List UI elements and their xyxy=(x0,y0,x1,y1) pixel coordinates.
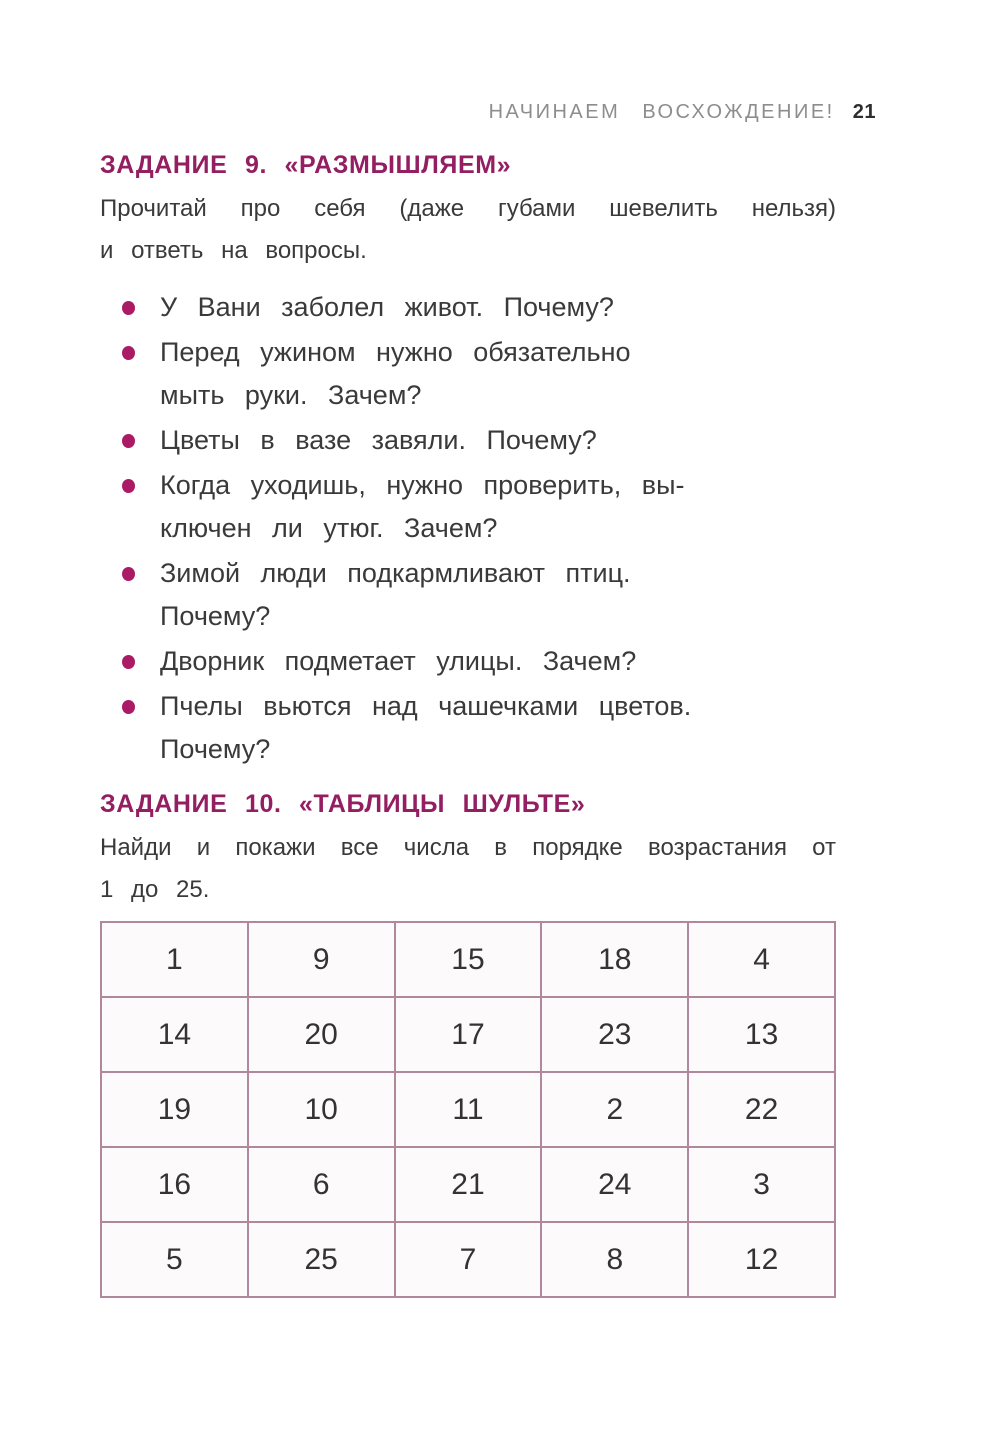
question-text xyxy=(160,419,836,462)
text-line: Когда уходишь, нужно проверить, вы- xyxy=(160,470,685,500)
question-item xyxy=(100,640,836,683)
question-item xyxy=(100,286,836,329)
bullet-dot-icon xyxy=(122,700,135,714)
question-text xyxy=(160,464,836,550)
bullet-dot-icon xyxy=(122,655,135,669)
schulte-cell: 17 xyxy=(395,997,542,1072)
text-line: У Вани заболел живот. Почему? xyxy=(160,292,614,322)
running-head-title: НАЧИНАЕМ ВОСХОЖДЕНИЕ! xyxy=(488,101,835,123)
task-10-intro xyxy=(100,827,836,911)
text-line: Найди и покажи все числа в порядке возрастания от xyxy=(100,834,836,861)
schulte-table xyxy=(100,921,836,1298)
question-item xyxy=(100,685,836,771)
text-line: Почему? xyxy=(160,601,271,631)
schulte-cell: 20 xyxy=(248,997,395,1072)
bullet-dot-icon xyxy=(122,567,135,581)
question-text xyxy=(160,685,836,771)
question-text xyxy=(160,552,836,638)
schulte-cell: 4 xyxy=(688,922,835,997)
schulte-cell: 10 xyxy=(248,1072,395,1147)
bullet-dot-icon xyxy=(122,301,135,315)
question-text xyxy=(160,331,836,417)
text-line: Пчелы вьются над чашечками цветов. xyxy=(160,691,692,721)
question-item xyxy=(100,552,836,638)
text-line: мыть руки. Зачем? xyxy=(160,380,422,410)
schulte-cell: 2 xyxy=(541,1072,688,1147)
schulte-row xyxy=(101,1072,835,1147)
schulte-cell: 23 xyxy=(541,997,688,1072)
schulte-cell: 15 xyxy=(395,922,542,997)
task-9-section xyxy=(100,150,836,771)
running-head xyxy=(489,101,876,124)
page-content xyxy=(100,150,836,1298)
question-text xyxy=(160,640,836,683)
schulte-cell: 25 xyxy=(248,1222,395,1297)
bullet-dot-icon xyxy=(122,434,135,448)
task-9-intro xyxy=(100,188,836,272)
schulte-cell: 3 xyxy=(688,1147,835,1222)
schulte-cell: 18 xyxy=(541,922,688,997)
question-text xyxy=(160,286,836,329)
schulte-row xyxy=(101,997,835,1072)
schulte-cell: 12 xyxy=(688,1222,835,1297)
text-line: Цветы в вазе завяли. Почему? xyxy=(160,425,597,455)
schulte-cell: 7 xyxy=(395,1222,542,1297)
bullet-dot-icon xyxy=(122,346,135,360)
schulte-cell: 5 xyxy=(101,1222,248,1297)
schulte-cell: 16 xyxy=(101,1147,248,1222)
schulte-row xyxy=(101,922,835,997)
schulte-cell: 9 xyxy=(248,922,395,997)
schulte-row xyxy=(101,1147,835,1222)
question-item xyxy=(100,419,836,462)
text-line: и ответь на вопросы. xyxy=(100,237,367,264)
question-item xyxy=(100,331,836,417)
schulte-row xyxy=(101,1222,835,1297)
task-10-section xyxy=(100,789,836,1298)
question-item xyxy=(100,464,836,550)
schulte-cell: 19 xyxy=(101,1072,248,1147)
text-line: Дворник подметает улицы. Зачем? xyxy=(160,646,637,676)
text-line: Прочитай про себя (даже губами шевелить нельзя) xyxy=(100,195,836,222)
schulte-cell: 21 xyxy=(395,1147,542,1222)
page-number: 21 xyxy=(852,101,876,123)
text-line: 1 до 25. xyxy=(100,876,210,903)
text-line: ключен ли утюг. Зачем? xyxy=(160,513,498,543)
schulte-cell: 14 xyxy=(101,997,248,1072)
schulte-cell: 11 xyxy=(395,1072,542,1147)
task-10-heading: ЗАДАНИЕ 10. «ТАБЛИЦЫ ШУЛЬТЕ» xyxy=(100,790,586,818)
task-9-heading: ЗАДАНИЕ 9. «РАЗМЫШЛЯЕМ» xyxy=(100,151,512,179)
schulte-cell: 22 xyxy=(688,1072,835,1147)
text-line: Почему? xyxy=(160,734,271,764)
schulte-cell: 8 xyxy=(541,1222,688,1297)
task-9-question-list xyxy=(100,286,836,771)
schulte-cell: 13 xyxy=(688,997,835,1072)
schulte-cell: 24 xyxy=(541,1147,688,1222)
text-line: Перед ужином нужно обязательно xyxy=(160,337,631,367)
schulte-cell: 1 xyxy=(101,922,248,997)
text-line: Зимой люди подкармливают птиц. xyxy=(160,558,631,588)
schulte-cell: 6 xyxy=(248,1147,395,1222)
bullet-dot-icon xyxy=(122,479,135,493)
